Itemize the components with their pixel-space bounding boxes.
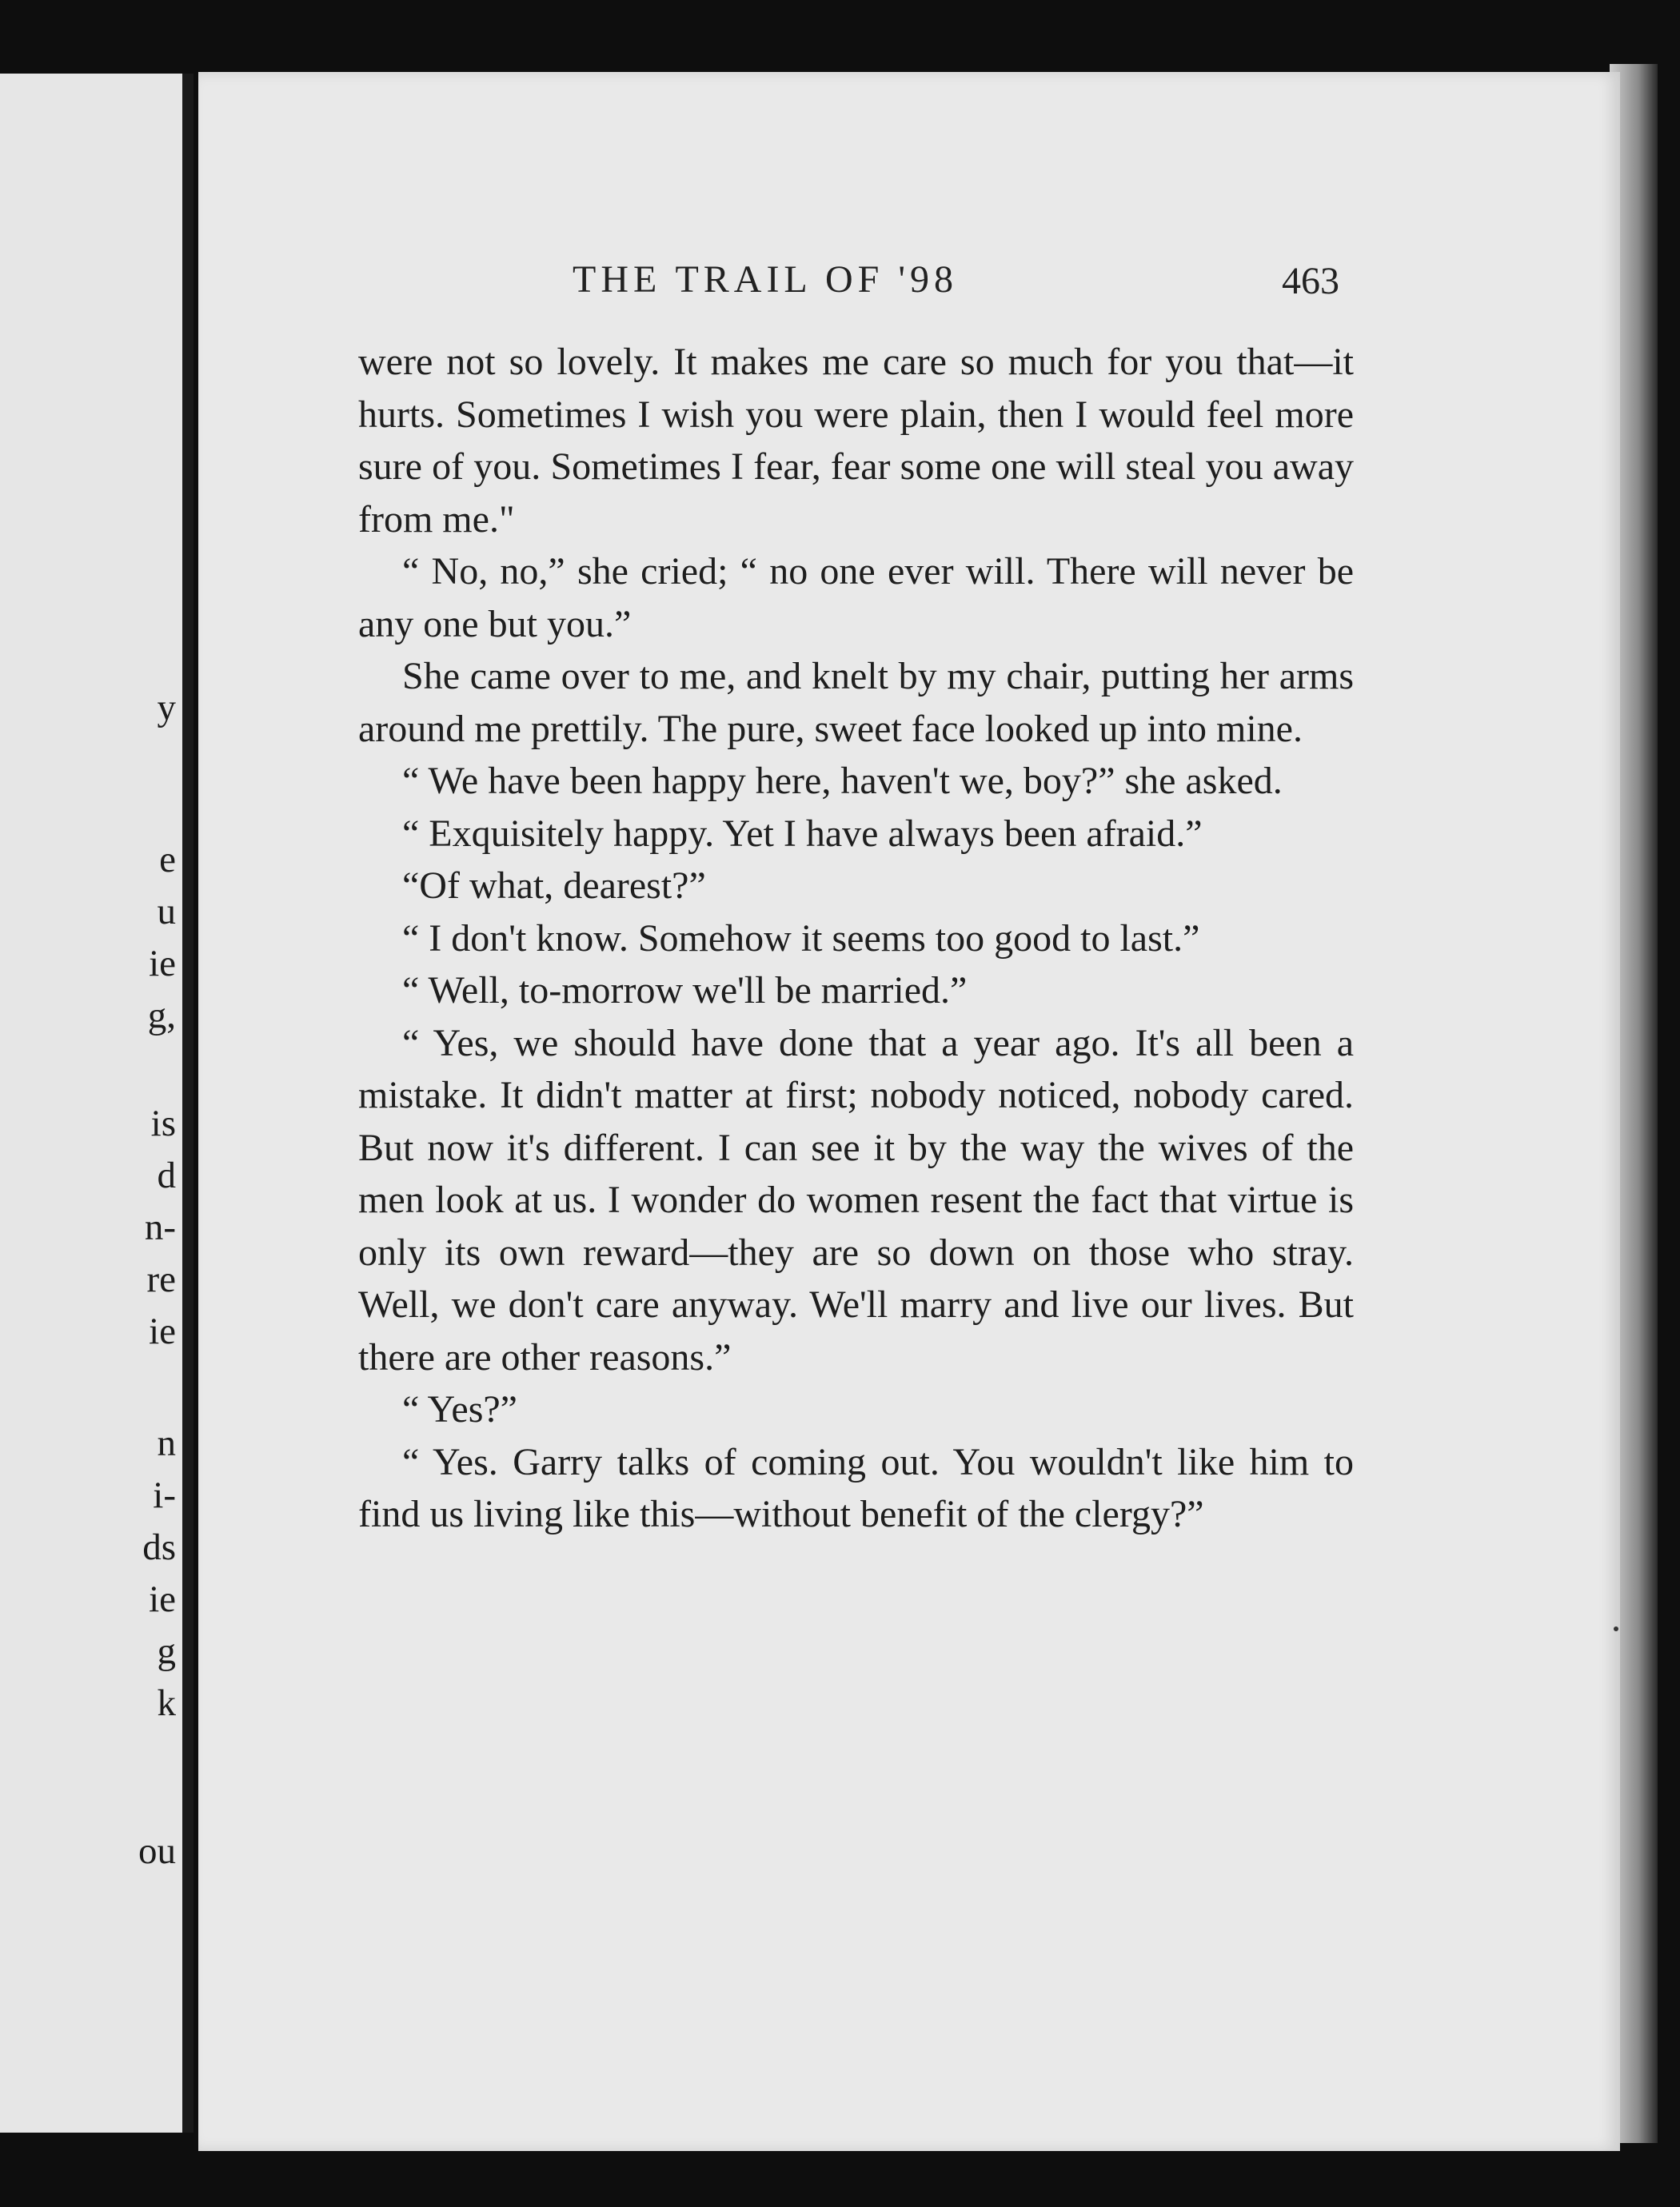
left-page-text-fragment: k [157,1682,176,1724]
paragraph: “ Yes, we should have done that a year ago. It's all been a mistake. It didn't matter at first; nobody noticed, nobody cared. But now it's different. I can see it by the way the wives of the men look at us. I wonder do women resent the fact that virtue is only its own reward—they are so down on those who stray. Well, we don't care anyway. We'll marry and live our lives. But there are other reasons.” [358,1021,1354,1379]
paragraph: were not so lovely. It makes me care so much for you that—it hurts. Sometimes I wish you were plain, then I would feel more sure of you. Sometimes I fear, fear some one will steal you away from me." [358,341,1354,541]
page-header [198,257,1620,305]
left-page-text-fragment: ie [149,1578,176,1620]
left-page-text-fragment: g, [147,995,176,1036]
left-page-text-fragment: ds [142,1527,176,1568]
paragraph: “ We have been happy here, haven't we, boy?” she asked. [402,760,1283,802]
ink-speck [1614,1626,1618,1631]
left-page-text-fragment: n- [144,1207,176,1248]
left-page-text-fragment: ie [149,943,176,984]
paragraph: “ Yes. Garry talks of coming out. You wouldn't like him to find us living like this—without benefit of the clergy?” [358,1440,1354,1535]
page-number: 463 [1282,260,1339,302]
body-text [358,336,1354,1541]
left-page-text-fragment: g [157,1630,176,1672]
left-page-text-fragment: is [150,1103,176,1144]
paragraph: “ Well, to-morrow we'll be married.” [402,969,968,1012]
left-page-text-fragment: re [146,1259,176,1300]
left-page-text-fragment: y [157,687,176,728]
left-page-text-fragment: e [159,839,176,880]
running-head: THE TRAIL OF '98 [573,258,958,301]
paragraph: “ Exquisitely happy. Yet I have always been afraid.” [402,812,1203,855]
left-page-text-fragment: ie [149,1311,176,1352]
left-page-text-fragment: u [157,891,176,932]
book-page [198,72,1620,2151]
left-page-text-fragment: ou [138,1830,176,1872]
left-page-text-fragment: n [157,1423,176,1464]
left-page-text-fragment: i- [153,1475,176,1516]
paragraph: She came over to me, and knelt by my chair, putting her arms around me prettily. The pure, sweet face looked up into mine. [358,655,1354,750]
paragraph: “ I don't know. Somehow it seems too good to last.” [402,916,1200,960]
paragraph: “ Yes?” [402,1388,517,1431]
left-page-text-fragment: d [157,1155,176,1196]
paragraph: “Of what, dearest?” [402,864,706,907]
previous-page-fragment [0,74,194,2133]
paragraph: “ No, no,” she cried; “ no one ever will. There will never be any one but you.” [358,550,1354,645]
